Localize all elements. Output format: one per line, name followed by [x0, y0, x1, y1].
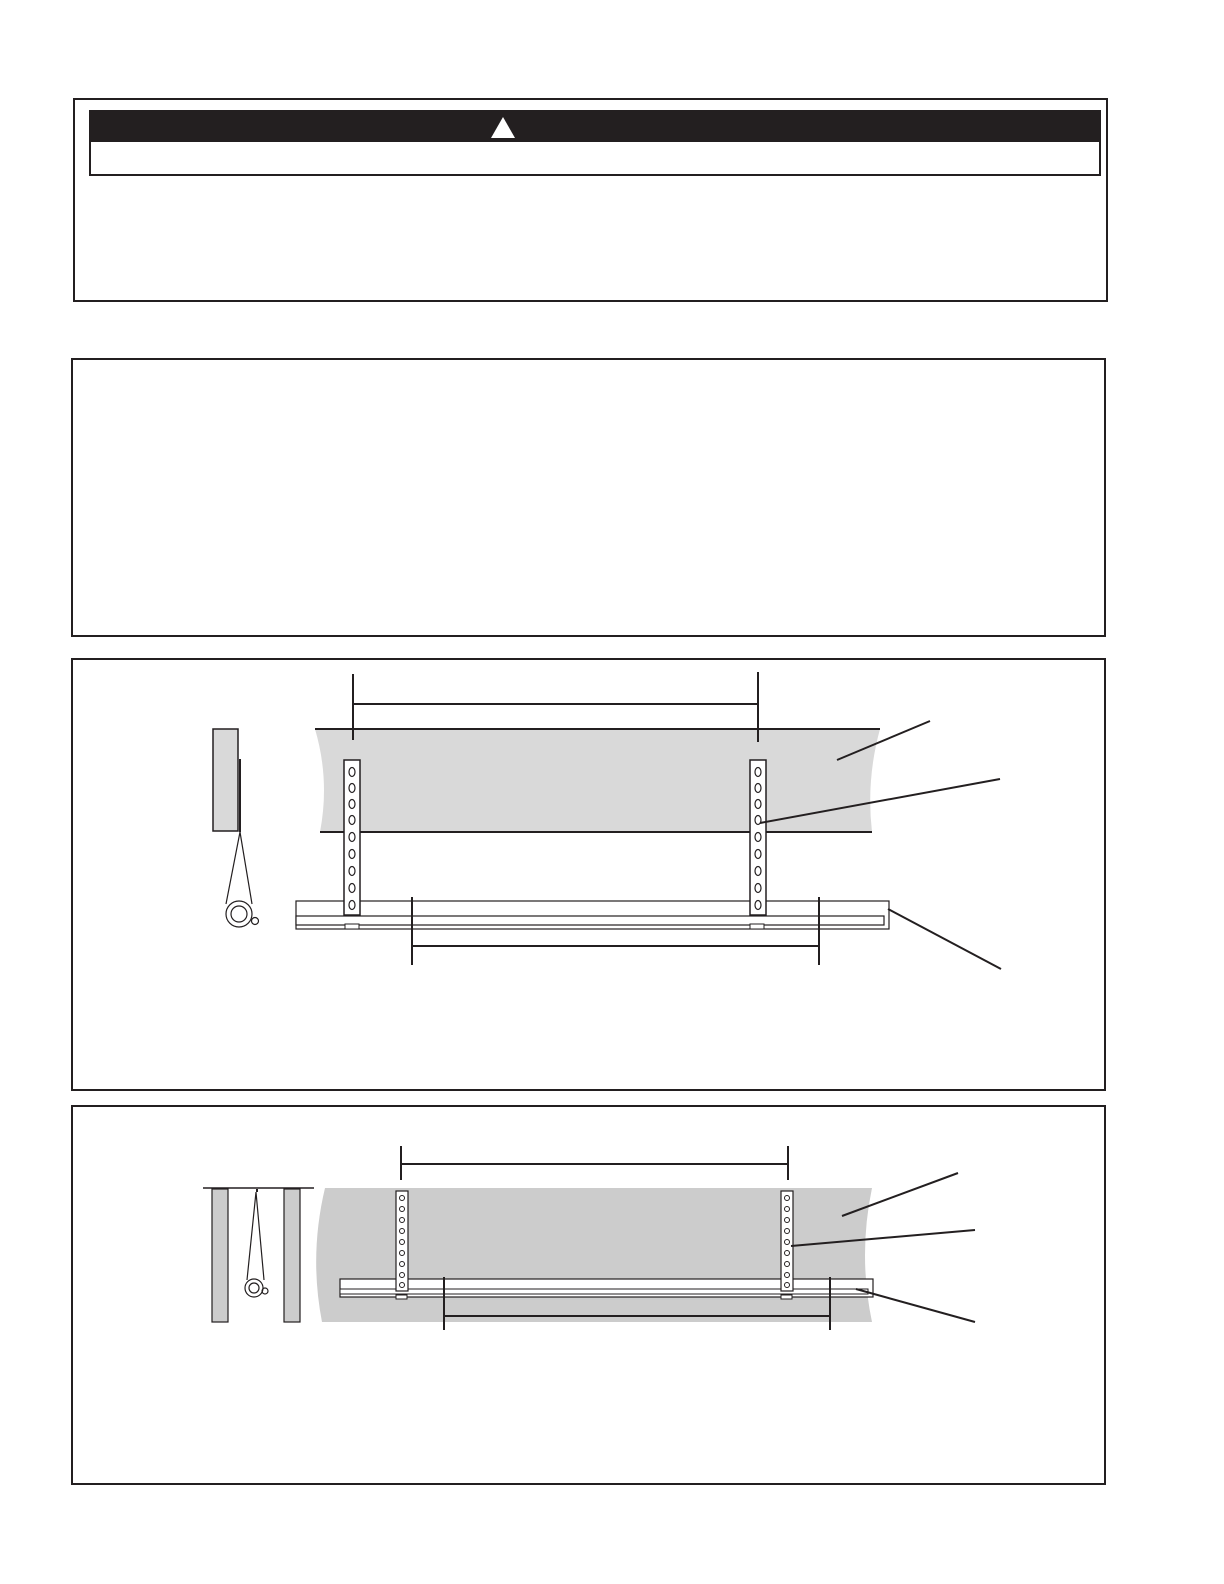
instruction-panel	[71, 358, 1106, 637]
figure-2-illustration	[73, 1107, 1104, 1483]
warning-banner	[89, 110, 1101, 176]
figure-1-illustration	[73, 660, 1104, 1089]
left-bracket	[396, 1191, 408, 1291]
warning-panel	[73, 98, 1108, 302]
cable-loop-icon	[245, 1192, 268, 1297]
right-bracket	[781, 1191, 793, 1291]
side-view-header	[213, 729, 240, 832]
left-bracket	[344, 760, 360, 915]
warning-triangle-icon	[491, 117, 515, 138]
right-bracket	[750, 760, 766, 915]
figure-2-panel	[71, 1105, 1106, 1485]
side-view-header	[203, 1188, 314, 1322]
top-dimension-line	[401, 1146, 788, 1180]
figure-1-panel	[71, 658, 1106, 1091]
rail	[296, 901, 889, 929]
warning-signal-bar	[91, 112, 1099, 142]
cable-loop-icon	[226, 832, 259, 927]
